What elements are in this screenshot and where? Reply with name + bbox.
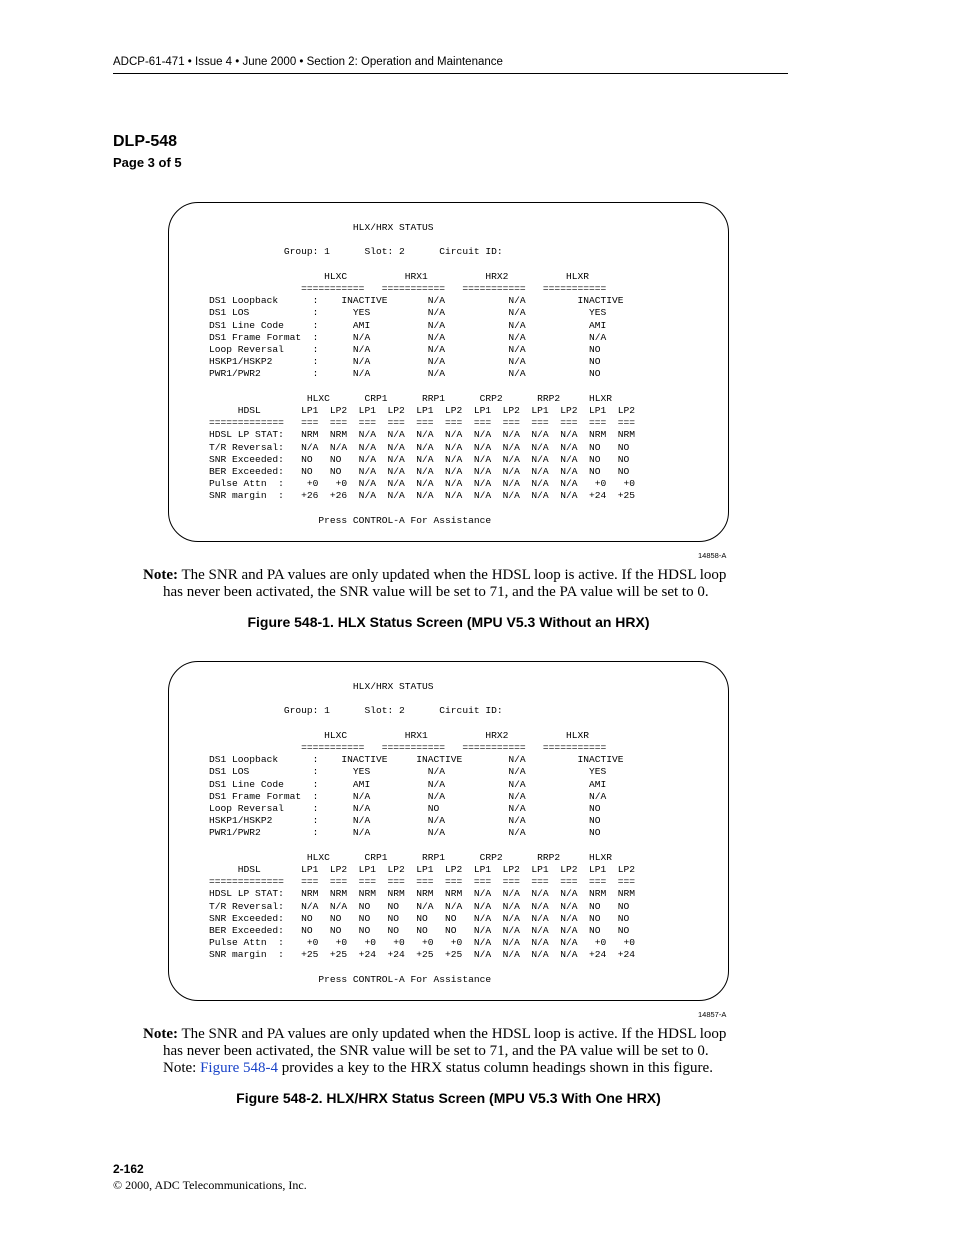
figure-caption-1: Figure 548-1. HLX Status Screen (MPU V5.3 Without an HRX) xyxy=(247,614,650,630)
figure-link[interactable]: Figure 548-4 xyxy=(200,1060,278,1076)
running-header: ADCP-61-471 • Issue 4 • June 2000 • Section 2: Operation and Maintenance xyxy=(113,56,503,68)
note-text-line3 xyxy=(143,1060,783,1077)
note-label: Note: xyxy=(143,1026,178,1042)
note-2 xyxy=(143,1026,783,1077)
note-text: has never been activated, the SNR value will be set to 71, and the PA value will be set to 0. xyxy=(163,584,709,600)
figure-id-1: 14858-A xyxy=(698,551,727,560)
note-prefix: Note: xyxy=(163,1060,201,1076)
status-screen-text-1: HLX/HRX STATUS Group: 1 Slot: 2 Circuit ID: HLXC HRX1 HRX2 HLXR =========== =========== =========== =========== DS1 Loopback : INACTIVE N/A N/A INACTIVE DS1 LOS : YES N/A N/A YES DS1 Line Code : AMI N/A N/A AMI DS1 Frame Format : N/A N/A N/A N/A Loop Reversal : N/A N/A N/A NO HSKP1/HSKP2 : N/A N/A N/A NO PWR1/PWR2 : N/A N/A N/A NO HLXC CRP1 RRP1 CRP2 RRP2 HLXR HDSL LP1 LP2 LP1 LP2 LP1 LP2 LP1 LP2 LP1 LP2 LP1 LP2 ============= === === === === === === === === === === === === HDSL LP STAT: NRM NRM N/A N/A N/A N/A N/A N/A N/A N/A NRM NRM T/R Reversal: N/A N/A N/A N/A N/A N/A N/A N/A N/A N/A NO NO SNR Exceeded: NO NO N/A N/A N/A N/A N/A N/A N/A N/A NO NO BER Exceeded: NO NO N/A N/A N/A N/A N/A N/A N/A N/A NO NO Pulse Attn : +0 +0 N/A N/A N/A N/A N/A N/A N/A N/A +0 +0 SNR margin : +26 +26 N/A N/A N/A N/A N/A N/A N/A N/A +24 +25 Press CONTROL-A For Assistance xyxy=(209,222,636,526)
note-suffix: provides a key to the HRX status column headings shown in this figure. xyxy=(278,1060,713,1076)
procedure-title: DLP-548 xyxy=(113,133,178,150)
note-text: The SNR and PA values are only updated when the HDSL loop is active. If the HDSL loop xyxy=(177,567,727,583)
note-label: Note: xyxy=(143,567,178,583)
header-rule xyxy=(113,73,788,74)
page-number: 2-162 xyxy=(113,1162,144,1176)
page-indicator: Page 3 of 5 xyxy=(113,155,182,170)
note-text: The SNR and PA values are only updated when the HDSL loop is active. If the HDSL loop xyxy=(177,1026,727,1042)
status-screen-text-2: HLX/HRX STATUS Group: 1 Slot: 2 Circuit ID: HLXC HRX1 HRX2 HLXR =========== =========== =========== =========== DS1 Loopback : INACTIVE INACTIVE N/A INACTIVE DS1 LOS : YES N/A N/A YES DS1 Line Code : AMI N/A N/A AMI DS1 Frame Format : N/A N/A N/A N/A Loop Reversal : N/A NO N/A NO HSKP1/HSKP2 : N/A N/A N/A NO PWR1/PWR2 : N/A N/A N/A NO HLXC CRP1 RRP1 CRP2 RRP2 HLXR HDSL LP1 LP2 LP1 LP2 LP1 LP2 LP1 LP2 LP1 LP2 LP1 LP2 ============= === === === === === === === === === === === === HDSL LP STAT: NRM NRM NRM NRM NRM NRM N/A N/A N/A N/A NRM NRM T/R Reversal: N/A N/A NO NO N/A N/A N/A N/A N/A N/A NO NO SNR Exceeded: NO NO NO NO NO NO N/A N/A N/A N/A NO NO BER Exceeded: NO NO NO NO NO NO N/A N/A N/A N/A NO NO Pulse Attn : +0 +0 +0 +0 +0 +0 N/A N/A N/A N/A +0 +0 SNR margin : +25 +25 +24 +24 +25 +25 N/A N/A N/A N/A +24 +24 Press CONTROL-A For Assistance xyxy=(209,681,636,985)
figure-caption-2: Figure 548-2. HLX/HRX Status Screen (MPU V5.3 With One HRX) xyxy=(236,1090,661,1106)
figure-id-2: 14857-A xyxy=(698,1010,727,1019)
note-1 xyxy=(143,567,783,601)
note-text: has never been activated, the SNR value will be set to 71, and the PA value will be set to 0. xyxy=(163,1043,709,1059)
copyright: © 2000, ADC Telecommunications, Inc. xyxy=(113,1178,307,1192)
